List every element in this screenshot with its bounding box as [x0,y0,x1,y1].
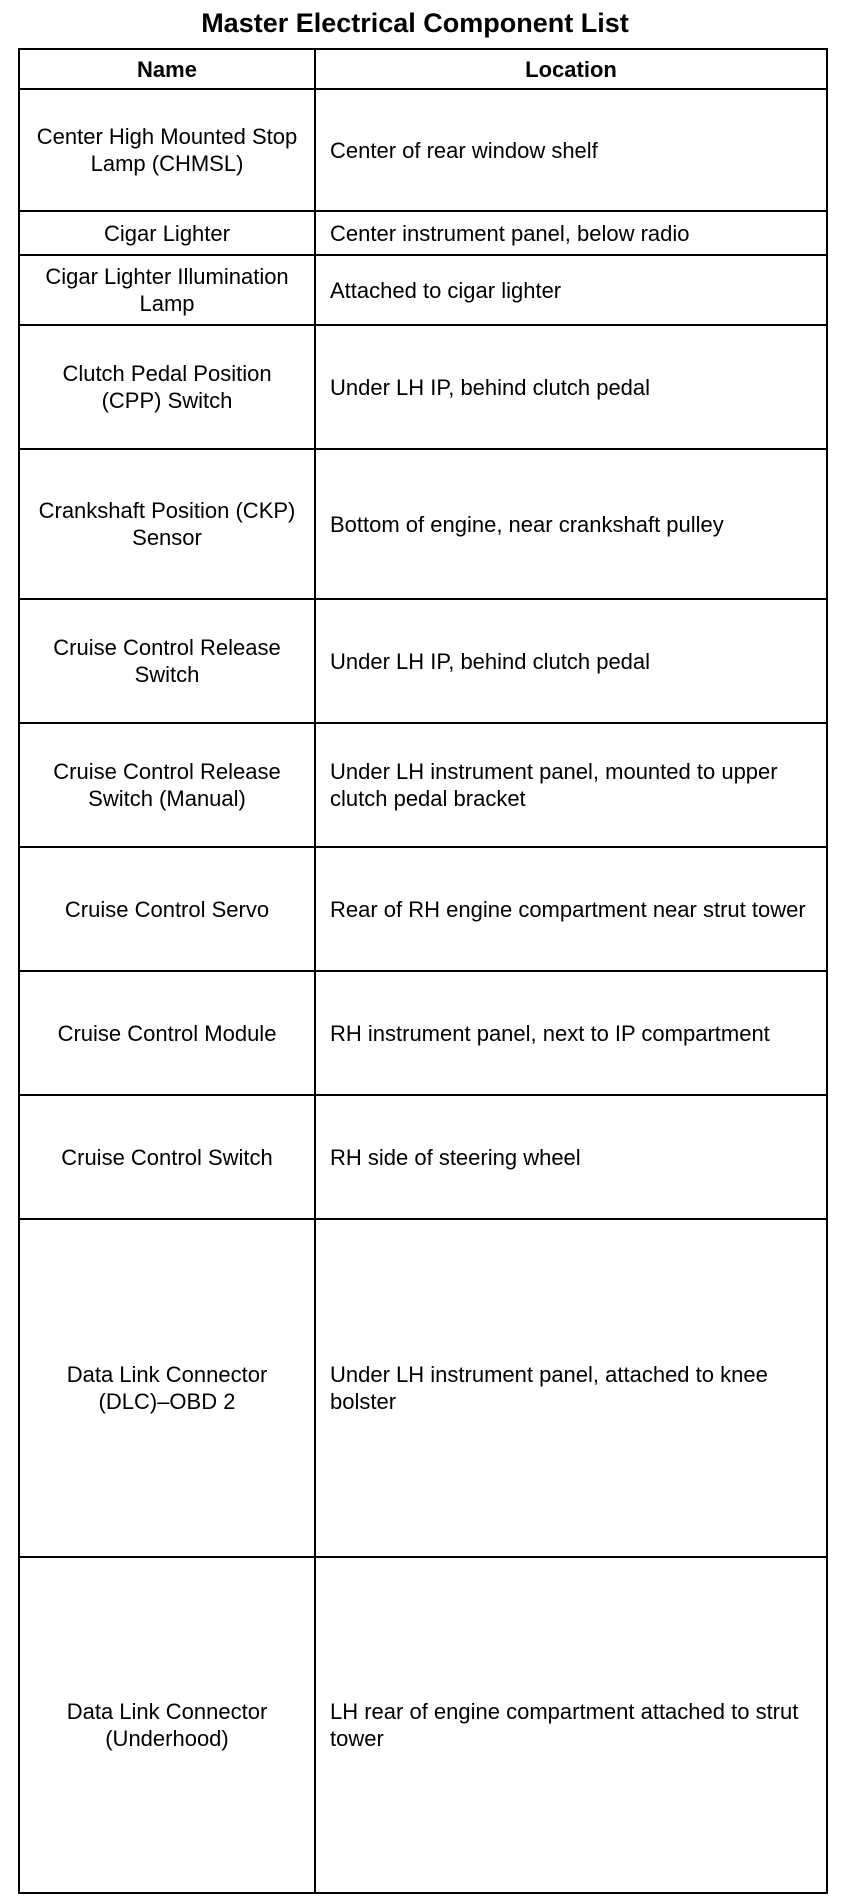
table-row [19,449,827,599]
component-name: Cigar Lighter Illumination Lamp [19,255,315,325]
column-header-location: Location [315,49,827,89]
table-row [19,325,827,449]
table-row [19,211,827,255]
component-location: Under LH instrument panel, attached to knee bolster [315,1219,827,1557]
component-location: Center instrument panel, below radio [315,211,827,255]
column-header-name: Name [19,49,315,89]
component-location: Under LH instrument panel, mounted to upper clutch pedal bracket [315,723,827,847]
table-row [19,971,827,1095]
component-name: Data Link Connector (Underhood) [19,1557,315,1893]
component-name: Clutch Pedal Position (CPP) Switch [19,325,315,449]
component-location: Bottom of engine, near crankshaft pulley [315,449,827,599]
component-location: LH rear of engine compartment attached to strut tower [315,1557,827,1893]
component-location: Under LH IP, behind clutch pedal [315,599,827,723]
component-name: Cruise Control Release Switch (Manual) [19,723,315,847]
component-location: Attached to cigar lighter [315,255,827,325]
component-name: Crankshaft Position (CKP) Sensor [19,449,315,599]
table-row [19,1219,827,1557]
table-header-row [19,49,827,89]
component-location: RH side of steering wheel [315,1095,827,1219]
table-row [19,1557,827,1893]
component-location: Under LH IP, behind clutch pedal [315,325,827,449]
table-row [19,255,827,325]
table-row [19,89,827,211]
component-name: Center High Mounted Stop Lamp (CHMSL) [19,89,315,211]
table-row [19,599,827,723]
table-row [19,847,827,971]
page-title: Master Electrical Component List [201,8,629,38]
component-location: Rear of RH engine compartment near strut tower [315,847,827,971]
component-name: Cruise Control Release Switch [19,599,315,723]
component-name: Cigar Lighter [19,211,315,255]
table-row [19,723,827,847]
component-name: Data Link Connector (DLC)–OBD 2 [19,1219,315,1557]
component-name: Cruise Control Switch [19,1095,315,1219]
table-row [19,1095,827,1219]
component-location: Center of rear window shelf [315,89,827,211]
component-location: RH instrument panel, next to IP compartment [315,971,827,1095]
component-table [18,48,828,1894]
component-name: Cruise Control Servo [19,847,315,971]
component-name: Cruise Control Module [19,971,315,1095]
